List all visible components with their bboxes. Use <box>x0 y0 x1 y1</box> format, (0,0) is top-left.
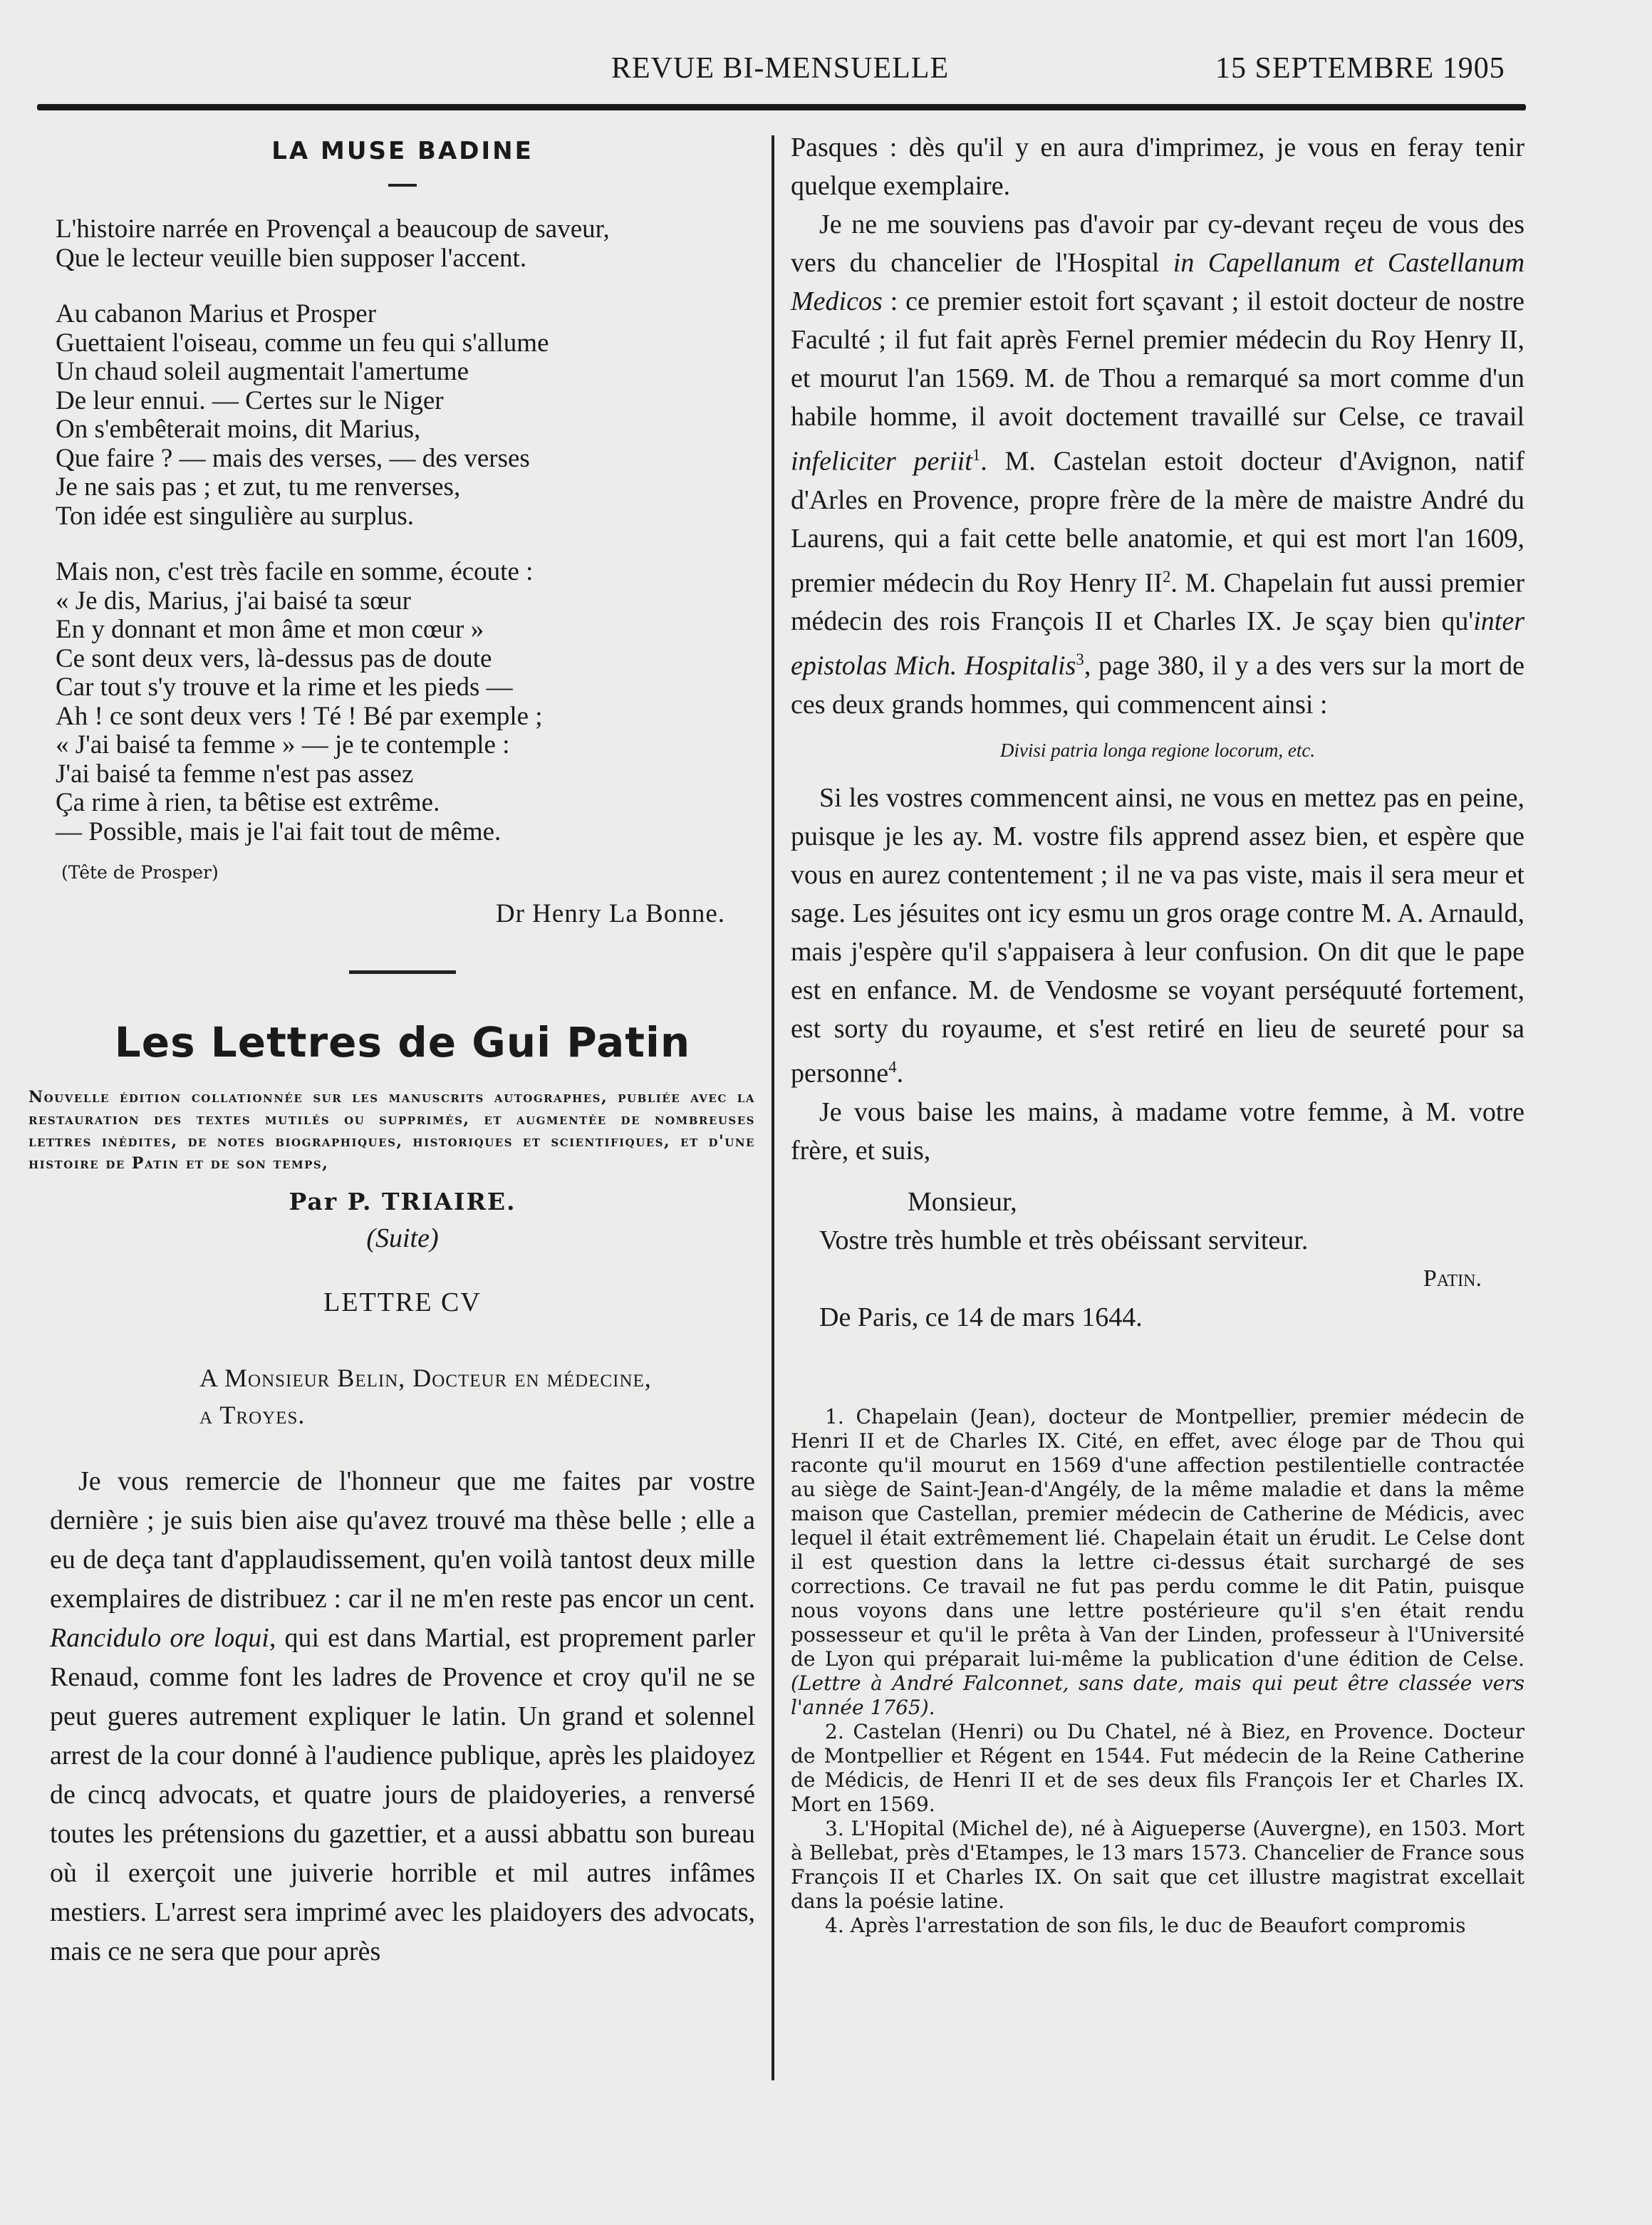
letter-closing <box>791 1183 1524 1337</box>
page-header <box>0 0 1652 114</box>
article-author: Par P. TRIAIRE. <box>289 1188 516 1215</box>
stanza <box>56 300 755 531</box>
poem-line: Au cabanon Marius et Prosper <box>56 299 377 328</box>
footnote <box>791 1405 1524 1720</box>
letter-salutation: Monsieur, <box>908 1186 1017 1217</box>
latin-phrase: in Capellanum et Castellanum Medicos <box>791 248 1525 316</box>
poem-line: J'ai baisé ta femme n'est pas assez <box>56 759 414 789</box>
poem-line: On s'embêterait moins, dit Marius, <box>56 415 421 444</box>
poem-line: Ça rime à rien, ta bêtise est extrême. <box>56 788 440 817</box>
letter-signature: Patin. <box>1423 1265 1482 1292</box>
letter-paragraph: Je vous baise les mains, à madame votre femme, à M. votre frère, et suis, <box>791 1096 1524 1166</box>
poem-line: L'histoire narrée en Provençal a beaucoup de saveur, <box>56 214 610 244</box>
poem-line: De leur ennui. — Certes sur le Niger <box>56 385 444 415</box>
poem-line: Car tout s'y trouve et la rime et les pieds — <box>56 673 513 702</box>
poem-body <box>56 215 755 846</box>
poem-line: Guettaient l'oiseau, comme un feu qui s'allume <box>56 328 549 358</box>
letter-text: Je vous remercie de l'honneur que me faites par vostre dernière ; je suis bien aise qu'avez trouvé ma thèse belle ; elle a eu de deça tant d'applaudissement, qu'en voilà tantost deux mille exemplaires de distribuez : car il ne m'en reste pas encor un cent. <box>50 1466 755 1614</box>
header-rule <box>37 104 1526 110</box>
footnote: 3. L'Hopital (Michel de), né à Aigueperse (Auvergne), en 1503. Mort à Bellebat, près d'Etampes, le 13 mars 1573. Chancelier de France sous François II et Charles IX. On sait que cet illustre magistrat excellait dans la poésie latine. <box>791 1816 1524 1913</box>
stanza <box>56 215 755 273</box>
poem-line: Que le lecteur veuille bien supposer l'accent. <box>56 243 527 273</box>
issue-date: 15 SEPTEMBRE 1905 <box>1215 52 1505 85</box>
letter-text: , page 380, il y a des vers sur la mort de ces deux grands hommes, qui commencent ainsi : <box>791 650 1524 720</box>
footnote-citation: (Lettre à André Falconnet, sans date, mais qui peut être classée vers l'année 1765). <box>791 1671 1524 1719</box>
footnote-ref: 1 <box>972 446 981 464</box>
poem-line: Un chaud soleil augmentait l'amertume <box>56 357 469 386</box>
letter-number: LETTRE CV <box>323 1287 482 1317</box>
footnote: 4. Après l'arrestation de son fils, le duc de Beaufort compromis <box>825 1913 1466 1937</box>
poem-line: En y donnant et mon âme et mon cœur » <box>56 615 484 644</box>
journal-name: REVUE BI-MENSUELLE <box>611 52 950 85</box>
poem-line: Ton idée est singulière au surplus. <box>56 501 414 531</box>
poem-line: Mais non, c'est très facile en somme, écoute : <box>56 557 534 586</box>
left-column <box>28 128 755 1971</box>
poem-line: « J'ai baisé ta femme » — je te contemple : <box>56 730 510 759</box>
latin-quote: Divisi patria longa regione locorum, etc. <box>999 739 1316 761</box>
letter-text: qui est dans Martial, est proprement parler Renaud, comme font les ladres de Provence et croy qu'il ne se peut gueres autrement expliquer le latin. Un grand et solennel arrest de la cour donné à l'audience publique, après les plaidoyez de cincq advocats, et quatre jours de plaidoyeries, a renversé toutes les prétensions du gazettier, et a aussi abbattu son bureau où il exerçoit une juiverie horrible et mil autres infâmes mestiers. L'arrest sera imprimé avec les plaidoyers des advocats, mais ce ne sera que pour après <box>50 1623 755 1966</box>
column-divider <box>772 135 774 2080</box>
addressee-line: a Troyes. <box>199 1401 306 1429</box>
section-rule <box>349 970 456 974</box>
article-title: Les Lettres de Gui Patin <box>114 1018 691 1067</box>
letter-body-left <box>50 1462 755 1971</box>
footnote-text: 1. Chapelain (Jean), docteur de Montpellier, premier médecin de Henri II et de Charles IX. Cité, en effet, avec éloge par de Thou qui raconte qu'il mourut en 1569 d'une affection pestilentielle contractée au siège de Saint-Jean-d'Angély, de la même maladie et dans la même maison que Castellan, premier médecin de Catherine de Médicis, avec lequel il était extrêmement lié. Chapelain était un érudit. Le Celse dont il est question dans la lettre ci-dessus était surchargé de ses corrections. Ce travail ne fut pas perdu comme le dit Patin, puisque nous voyons dans une lettre postérieure qu'il s'en était rendu possesseur et qu'il le prêta à Van der Linden, professeur à l'Université de Lyon qui préparait lui-même la publication d'une édition de Celse. <box>791 1404 1524 1671</box>
poem-line: — Possible, mais je l'ai fait tout de même. <box>56 816 502 846</box>
letter-text: Si les vostres commencent ainsi, ne vous en mettez pas en peine, puisque je les ay. M. vostre fils apprend assez bien, et espère que vous en aurez contentement ; il ne va pas viste, mais il sera meur et sage. Les jésuites ont icy esmu un gros orage contre M. A. Arnauld, mais j'espère qu'il s'appaisera à leur confusion. On dit que le pape est en enfance. M. de Vendosme se voyant perséquuté fortement, est sorty du royaume, et s'est retiré en lieu de seureté pour sa personne <box>791 782 1524 1089</box>
letter-paragraph: Pasques : dès qu'il y en aura d'imprimez, je vous en feray tenir quelque exemplaire. <box>791 133 1524 201</box>
letter-addressee <box>199 1359 755 1433</box>
poem-line: Ah ! ce sont deux vers ! Té ! Bé par exemple ; <box>56 701 543 731</box>
footnote: 2. Castelan (Henri) ou Du Chatel, né à Biez, en Provence. Docteur de Montpellier et Régent en 1544. Fut médecin de la Reine Catherine de Médicis, de Henri II et de ses deux fils François Ier et Charles IX. Mort en 1569. <box>791 1719 1524 1816</box>
letter-servant-line: Vostre très humble et très obéissant serviteur. <box>819 1225 1309 1255</box>
letter-paragraph: Si les vostres commencent ainsi, ne vous en mettez pas en peine, puisque je les ay. M. vostre fils apprend assez bien, et espère que vous en aurez contentement ; il ne va pas viste, mais il sera meur et sage. Les jésuites ont icy esmu un gros orage contre M. A. Arnauld, mais j'espère qu'il s'appaisera à leur confusion. On dit que le pape est en enfance. M. de Vendosme se voyant perséquuté fortement, est sorty du royaume, et s'est retiré en lieu de seureté pour sa personne$^4$. <box>791 782 1524 1089</box>
letter-text: . M. Castelan estoit docteur d'Avignon, natif d'Arles en Provence, propre frère de la mère de maistre André du Laurens, qui a fait cette belle anatomie, et qui est mort l'an 1609, premier médecin du Roy Henry II <box>791 446 1524 598</box>
letter-body-right <box>791 128 1524 724</box>
poem-title-rule <box>388 184 417 187</box>
letter-paragraph <box>50 1462 755 1971</box>
poem-line: « Je dis, Marius, j'ai baisé ta sœur <box>56 586 411 616</box>
right-column <box>791 128 1524 1938</box>
footnote-ref: 4 <box>888 1057 897 1076</box>
stanza <box>56 558 755 846</box>
footnote-ref: 3 <box>1076 650 1084 669</box>
letter-body-right-continued <box>791 779 1524 1170</box>
footnote-ref: 2 <box>1162 567 1171 586</box>
letter-text: : ce premier estoit fort sçavant ; il estoit docteur de nostre Faculté ; il fut fait après Fernel premier médecin du Roy Henry II, et mourut l'an 1569. M. de Thou a remarqué sa mort comme d'un habile homme, il avoit doctement travaillé sur Celse, ce travail <box>791 286 1525 432</box>
article-subtitle: Nouvelle édition collationnée sur les manuscrits autographes, publiée avec la restauration des textes mutilés ou supprimés, et augmentée de nombreuses lettres inédites, de notes biographiques, historiques et scientifiques, et d'une histoire de Patin et de son temps, <box>28 1088 755 1173</box>
poem-title: LA MUSE BADINE <box>271 137 534 165</box>
article-suite: (Suite) <box>366 1223 439 1253</box>
latin-phrase: infeliciter periit <box>791 446 972 477</box>
letter-paragraph <box>791 205 1524 724</box>
latin-phrase: Rancidulo ore loqui, <box>50 1623 276 1653</box>
addressee-line: A Monsieur Belin, Docteur en médecine, <box>199 1364 652 1392</box>
poem-line: Ce sont deux vers, là-dessus pas de doute <box>56 643 492 673</box>
footnotes <box>791 1405 1524 1938</box>
letter-text: . M. Chapelain fut aussi premier médecin des rois François II et Charles IX. Je sçay bien qu' <box>791 568 1524 637</box>
poem-line: Que faire ? — mais des verses, — des verses <box>56 443 530 473</box>
letter-date: De Paris, ce 14 de mars 1644. <box>819 1302 1143 1332</box>
latin-phrase: inter epistolas Mich. Hospitalis <box>791 606 1524 681</box>
poem-line: Je ne sais pas ; et zut, tu me renverses, <box>56 472 461 502</box>
poem-note: (Tête de Prosper) <box>61 862 219 883</box>
letter-text: Je ne me souviens pas d'avoir par cy-devant reçeu de vous des vers du chancelier de l'Hospital <box>791 209 1524 278</box>
poem-signature: Dr Henry La Bonne. <box>495 899 725 928</box>
